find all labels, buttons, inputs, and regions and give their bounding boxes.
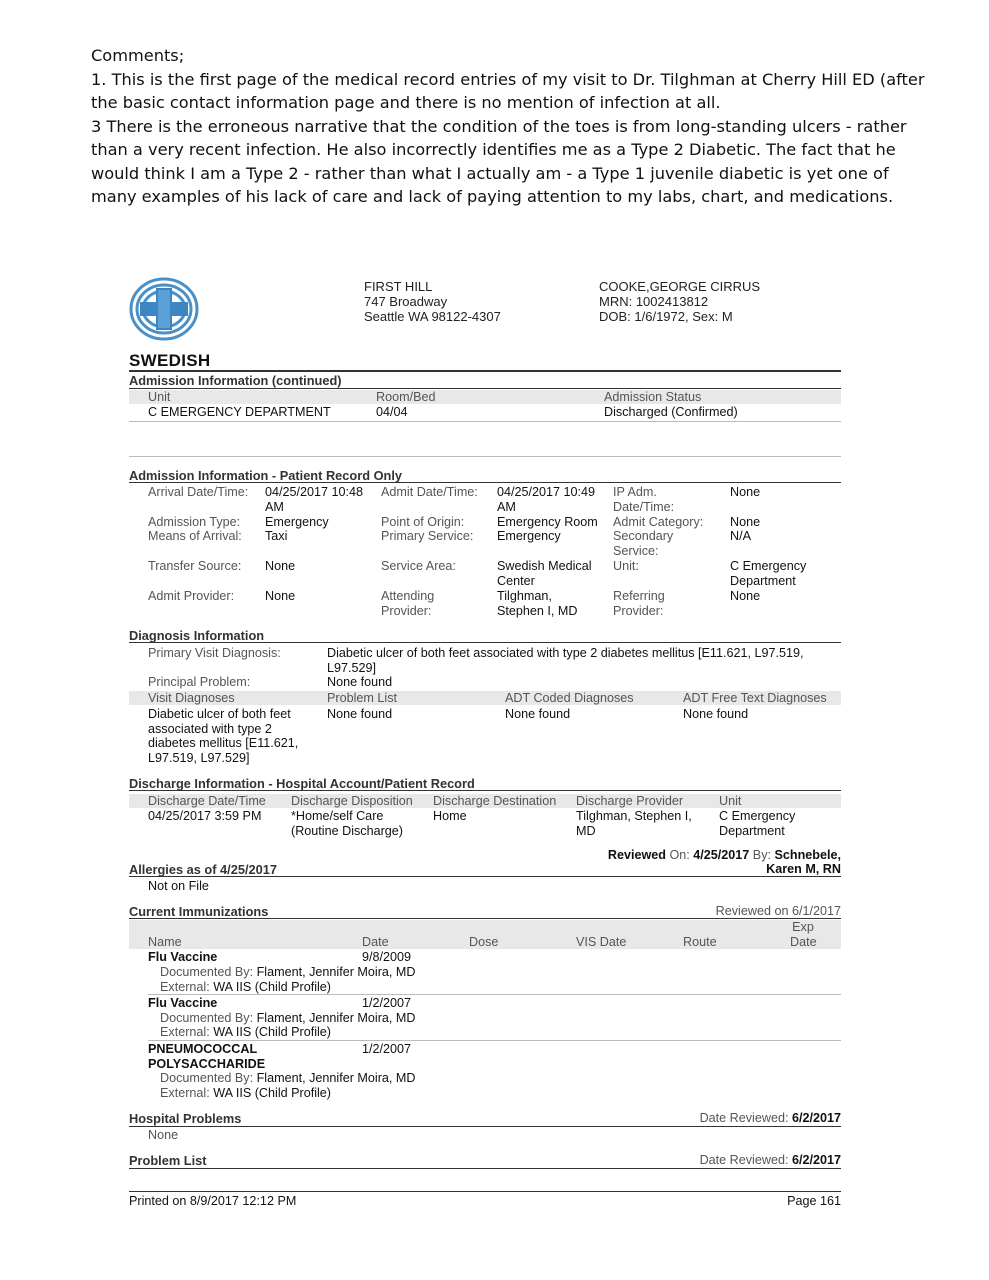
section-title: Admission Information - Patient Record Only xyxy=(129,468,403,483)
arrival-value: 04/25/2017 10:48 AM xyxy=(265,485,364,514)
principal-problem-value: None found xyxy=(327,675,393,689)
immunization-name: Flu Vaccine xyxy=(148,996,218,1010)
discharge-disposition-value: *Home/self Care (Routine Discharge) xyxy=(291,809,403,838)
secondary-service-label: Secondary Service: xyxy=(613,529,674,558)
admit-datetime-label: Admit Date/Time: xyxy=(381,485,478,499)
col-header: Dose xyxy=(469,935,499,949)
section-title: Diagnosis Information xyxy=(129,628,265,643)
col-header: Visit Diagnoses xyxy=(148,691,235,705)
documented-by: Documented By: Flament, Jennifer Moira, MD xyxy=(160,965,416,979)
discharge-provider-value: Tilghman, Stephen I, MD xyxy=(576,809,692,838)
immunizations-reviewed: Reviewed on 6/1/2017 xyxy=(715,904,841,918)
hospital-problems-value: None xyxy=(148,1128,179,1142)
col-header: Unit xyxy=(719,794,742,808)
external-source: External: WA IIS (Child Profile) xyxy=(160,980,332,994)
immunization-date: 1/2/2007 xyxy=(362,1042,412,1056)
section-title: Problem List xyxy=(129,1153,207,1168)
immunization-date: 9/8/2009 xyxy=(362,950,412,964)
section-title: Hospital Problems xyxy=(129,1111,242,1126)
unit-label: Unit xyxy=(148,390,171,404)
allergies-reviewed: Reviewed On: 4/25/2017 By: Schnebele, xyxy=(607,848,841,862)
comments-block xyxy=(91,44,925,209)
comment-line: many examples of his lack of care and lack of paying attention to my labs, chart, and medications. xyxy=(91,187,894,206)
arrival-label: Arrival Date/Time: xyxy=(148,485,249,499)
immunization-name: Flu Vaccine xyxy=(148,950,218,964)
external-source: External: WA IIS (Child Profile) xyxy=(160,1086,332,1100)
comment-line: the basic contact information page and there is no mention of infection at all. xyxy=(91,93,721,112)
primary-diagnosis-label: Primary Visit Diagnosis: xyxy=(148,646,281,660)
immunization-date: 1/2/2007 xyxy=(362,996,412,1010)
means-of-arrival-value: Taxi xyxy=(265,529,288,543)
external-source: External: WA IIS (Child Profile) xyxy=(160,1025,332,1039)
col-header: VIS Date xyxy=(576,935,627,949)
discharge-destination-value: Home xyxy=(433,809,467,823)
admission-type-value: Emergency xyxy=(265,515,329,529)
adt-free-text-value: None found xyxy=(683,707,749,721)
transfer-source-value: None xyxy=(265,559,296,573)
page-number: Page 161 xyxy=(787,1194,841,1208)
means-of-arrival-label: Means of Arrival: xyxy=(148,529,242,543)
referring-provider-value: None xyxy=(730,589,761,603)
admit-provider-value: None xyxy=(265,589,296,603)
col-header: Problem List xyxy=(327,691,397,705)
col-header: Discharge Date/Time xyxy=(148,794,266,808)
secondary-service-value: N/A xyxy=(730,529,751,543)
adt-coded-value: None found xyxy=(505,707,571,721)
attending-provider-value: Tilghman, Stephen I, MD xyxy=(497,589,578,618)
comment-line: Comments; xyxy=(91,46,185,65)
ip-adm-value: None xyxy=(730,485,761,499)
primary-service-value: Emergency xyxy=(497,529,561,543)
admit-datetime-value: 04/25/2017 10:49 AM xyxy=(497,485,596,514)
admit-category-value: None xyxy=(730,515,761,529)
patient-identity: COOKE,GEORGE CIRRUS MRN: 1002413812 DOB: 1/6/1972, Sex: M xyxy=(599,279,761,324)
facility-address: FIRST HILL 747 Broadway Seattle WA 98122-4307 xyxy=(364,279,501,324)
swedish-logo xyxy=(128,276,200,342)
section-title: Discharge Information - Hospital Account/Patient Record xyxy=(129,776,475,791)
allergies-reviewer: Karen M, RN xyxy=(766,862,841,876)
service-area-label: Service Area: xyxy=(381,559,456,573)
status-value: Discharged (Confirmed) xyxy=(604,405,738,419)
status-label: Admission Status xyxy=(604,390,702,404)
printed-on: Printed on 8/9/2017 12:12 PM xyxy=(129,1194,297,1208)
admit-provider-label: Admit Provider: xyxy=(148,589,235,603)
col-header: ADT Coded Diagnoses xyxy=(505,691,634,705)
principal-problem-label: Principal Problem: xyxy=(148,675,251,689)
col-header: Discharge Provider xyxy=(576,794,684,808)
problem-list-reviewed: Date Reviewed: 6/2/2017 xyxy=(699,1153,841,1167)
referring-provider-label: Referring Provider: xyxy=(613,589,665,618)
col-header-exp-date: Exp Date xyxy=(790,920,817,949)
allergies-value: Not on File xyxy=(148,879,209,893)
primary-service-label: Primary Service: xyxy=(381,529,474,543)
admit-category-label: Admit Category: xyxy=(613,515,704,529)
logo-text: SWEDISH xyxy=(129,351,211,370)
comment-line: would think I am a Type 2 - rather than what I actually am - a Type 1 juvenile diabetic is yet one of xyxy=(91,163,889,183)
col-header: Route xyxy=(683,935,717,949)
section-title: Allergies as of 4/25/2017 xyxy=(129,862,277,877)
documented-by: Documented By: Flament, Jennifer Moira, MD xyxy=(160,1011,416,1025)
section-title: Current Immunizations xyxy=(129,904,269,919)
discharge-date-value: 04/25/2017 3:59 PM xyxy=(148,809,262,823)
col-header: Date xyxy=(362,935,389,949)
unit-value: C EMERGENCY DEPARTMENT xyxy=(148,405,331,419)
ip-adm-label: IP Adm. Date/Time: xyxy=(613,485,675,514)
point-of-origin-label: Point of Origin: xyxy=(381,515,465,529)
room-value: 04/04 xyxy=(376,405,408,419)
comment-line: than a very recent infection. He also incorrectly identifies me as a Type 2 Diabetic. The fact that he xyxy=(91,140,896,159)
primary-diagnosis-value: Diabetic ulcer of both feet associated with type 2 diabetes mellitus [E11.621, L97.519, L97.529] xyxy=(327,646,804,675)
col-header: Discharge Disposition xyxy=(291,794,413,808)
visit-diagnosis-value: Diabetic ulcer of both feet associated with type 2 diabetes mellitus [E11.621, L97.519, L97.529] xyxy=(148,707,299,765)
col-header: ADT Free Text Diagnoses xyxy=(683,691,827,705)
transfer-source-label: Transfer Source: xyxy=(148,559,242,573)
problem-list-value: None found xyxy=(327,707,393,721)
col-header: Name xyxy=(148,935,182,949)
attending-provider-label: Attending Provider: xyxy=(381,589,435,618)
documented-by: Documented By: Flament, Jennifer Moira, MD xyxy=(160,1071,416,1085)
unit-value: C Emergency Department xyxy=(730,559,807,588)
admission-type-label: Admission Type: xyxy=(148,515,241,529)
comment-line: 3 There is the erroneous narrative that the condition of the toes is from long-standing ulcers - rather xyxy=(91,116,907,136)
discharge-unit-value: C Emergency Department xyxy=(719,809,796,838)
point-of-origin-value: Emergency Room xyxy=(497,515,598,529)
room-label: Room/Bed xyxy=(376,390,436,404)
unit-label: Unit: xyxy=(613,559,639,573)
hospital-problems-reviewed: Date Reviewed: 6/2/2017 xyxy=(699,1111,841,1125)
comment-line: 1. This is the first page of the medical record entries of my visit to Dr. Tilghman at Cherry Hill ED (after xyxy=(91,69,925,89)
col-header: Discharge Destination xyxy=(433,794,557,808)
section-title: Admission Information (continued) xyxy=(129,373,342,388)
immunization-name: PNEUMOCOCCAL POLYSACCHARIDE xyxy=(148,1042,266,1071)
service-area-value: Swedish Medical Center xyxy=(497,559,592,588)
